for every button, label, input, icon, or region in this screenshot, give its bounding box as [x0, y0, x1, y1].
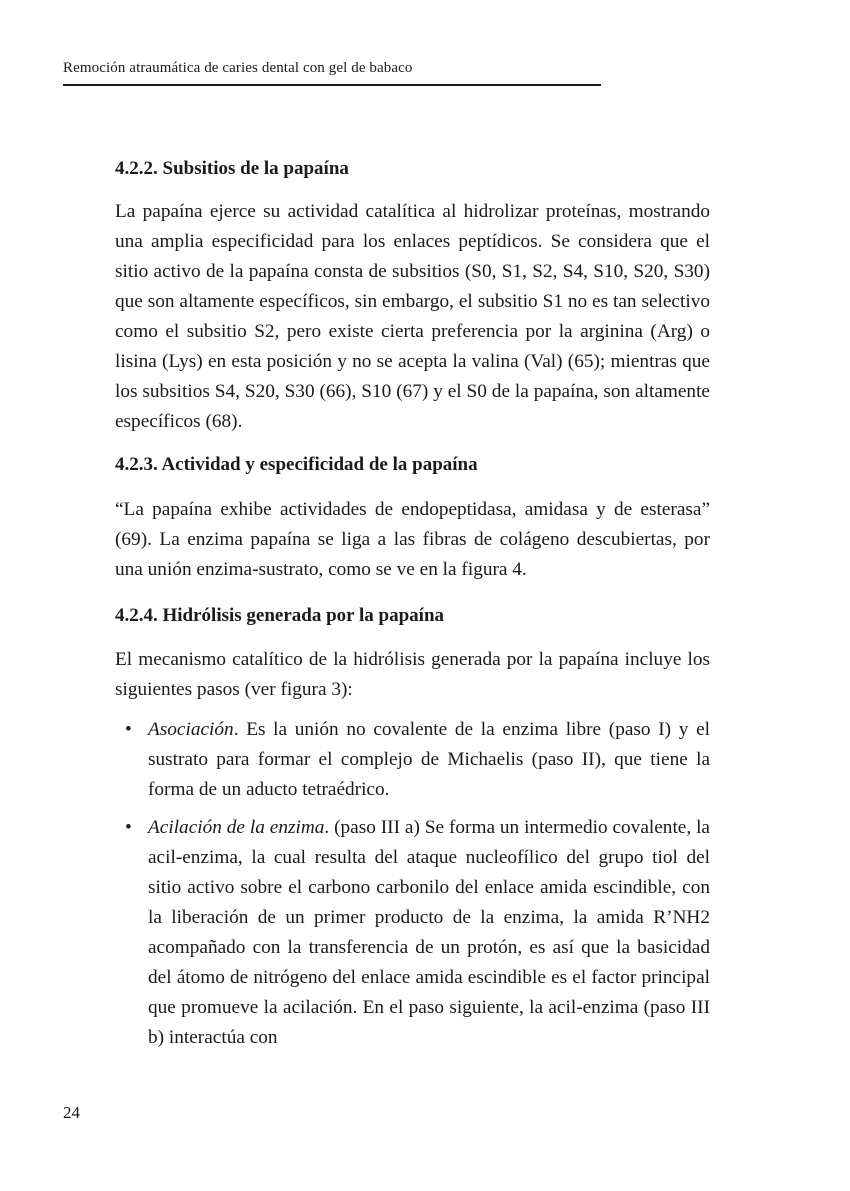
list-item-description: . Es la unión no covalente de la enzima libre (paso I) y el sustrato para formar el complejo de Michaelis (paso II), que tiene la forma de un aducto tetraédrico. — [148, 719, 710, 800]
section-paragraph: La papaína ejerce su actividad catalítica al hidrolizar proteínas, mostrando una amplia especificidad para los enlaces peptídicos. Se considera que el sitio activo de la papaína consta de subsitios (S0, S1, S2, S4, S10, S20, S30) que son altamente específicos, sin embargo, el subsitio S1 no es tan selectivo como el subsitio S2, pero existe cierta preferencia por la arginina (Arg) o lisina (Lys) en esta posición y no se acepta la valina (Val) (65); mientras que los subsitios S4, S20, S30 (66), S10 (67) y el S0 de la papaína, son altamente específicos (68). — [115, 201, 710, 432]
page-content — [115, 150, 710, 1061]
list-item-term: Acilación de la enzima — [148, 817, 325, 838]
page-number: 24 — [63, 1103, 80, 1122]
list-item-text — [148, 715, 710, 805]
header-rule — [63, 84, 601, 86]
list-item — [115, 813, 710, 1053]
list-item-text — [148, 813, 710, 1053]
running-title: Remoción atraumática de caries dental con gel de babaco — [63, 60, 413, 76]
bullet-icon: • — [125, 719, 132, 740]
section-4-2-3 — [115, 450, 710, 585]
section-heading: 4.2.3. Actividad y especificidad de la papaína — [115, 454, 478, 475]
section-heading: 4.2.4. Hidrólisis generada por la papaína — [115, 605, 445, 626]
list-item-term: Asociación — [148, 719, 234, 740]
list-item — [115, 715, 710, 805]
section-heading: 4.2.2. Subsitios de la papaína — [115, 158, 349, 179]
section-4-2-4 — [115, 601, 710, 1053]
section-paragraph: “La papaína exhibe actividades de endopeptidasa, amidasa y de esterasa” (69). La enzima papaína se liga a las fibras de colágeno descubiertas, por una unión enzima-sustrato, como se ve en la figura 4. — [115, 499, 710, 580]
bullet-icon: • — [125, 817, 132, 838]
section-paragraph: El mecanismo catalítico de la hidrólisis generada por la papaína incluye los siguientes pasos (ver figura 3): — [115, 649, 710, 700]
section-4-2-2 — [115, 154, 710, 437]
steps-list — [115, 715, 710, 1053]
list-item-description: . (paso III a) Se forma un intermedio covalente, la acil-enzima, la cual resulta del ataque nucleofílico del grupo tiol del sitio activo sobre el carbono carbonilo del enlace amida escindible, con la liberación de un primer producto de la enzima, la amida R’NH2 acompañado con la transferencia de un protón, es así que la basicidad del átomo de nitrógeno del enlace amida escindible es el factor principal que promueve la acilación. En el paso siguiente, la acil-enzima (paso III b) interactúa con — [148, 817, 710, 1048]
